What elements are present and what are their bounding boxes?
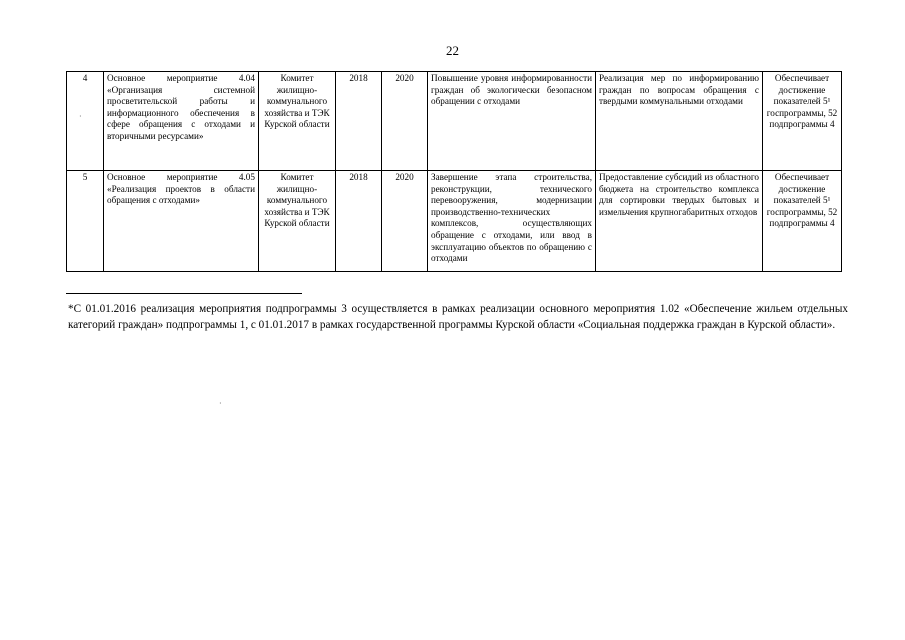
page-number: 22 [446,43,459,58]
measure-name: Основное мероприятие 4.04 «Организация системной просветительской работы и информационного обеспечения в сфере обращения с отходами и вторичными ресурсами» [104,72,259,171]
scan-speck: · [219,399,222,408]
start-year: 2018 [336,171,382,272]
implementation-details: Реализация мер по информированию граждан по вопросам обращения с твердыми коммунальными отходами [596,72,763,171]
end-year: 2020 [382,171,428,272]
indicator-link: Обеспечивает достижение показателей 5¹ госпрограммы, 52 подпрограммы 4 [763,171,842,272]
row-number: 4 [67,72,104,171]
footnote-text: *С 01.01.2016 реализация мероприятия подпрограммы 3 осуществляется в рамках реализации основного мероприятия 1.02 «Обеспечение жильем отдельных категорий граждан» подпрограммы 1, с 01.01.2017 в рамках государственной программы Курской области «Социальная поддержка граждан в Курской области». [68,303,848,331]
expected-result: Завершение этапа строительства, реконструкции, технического перевооружения, модернизации производственно-технических комплексов, осуществляющих обращение с отходами, или ввод в эксплуатацию объектов по обращению с отходами [428,171,596,272]
expected-result: Повышение уровня информированности граждан об экологически безопасном обращении с отходами [428,72,596,171]
end-year: 2020 [382,72,428,171]
measure-name: Основное мероприятие 4.05 «Реализация проектов в области обращения с отходами» [104,171,259,272]
start-year: 2018 [336,72,382,171]
indicator-link: Обеспечивает достижение показателей 5¹ госпрограммы, 52 подпрограммы 4 [763,72,842,171]
table-row [67,72,842,171]
footnote-divider [66,293,302,294]
implementation-details: Предоставление субсидий из областного бюджета на строительство комплекса для сортировки твердых бытовых и измельчения крупногабаритных отходов [596,171,763,272]
footnote [68,301,848,333]
row-number: 5 [67,171,104,272]
table-row [67,171,842,272]
scan-speck: · [79,112,82,121]
executor: Комитет жилищно-коммунального хозяйства и ТЭК Курской области [259,171,336,272]
executor: Комитет жилищно-коммунального хозяйства и ТЭК Курской области [259,72,336,171]
measures-table [66,71,842,272]
